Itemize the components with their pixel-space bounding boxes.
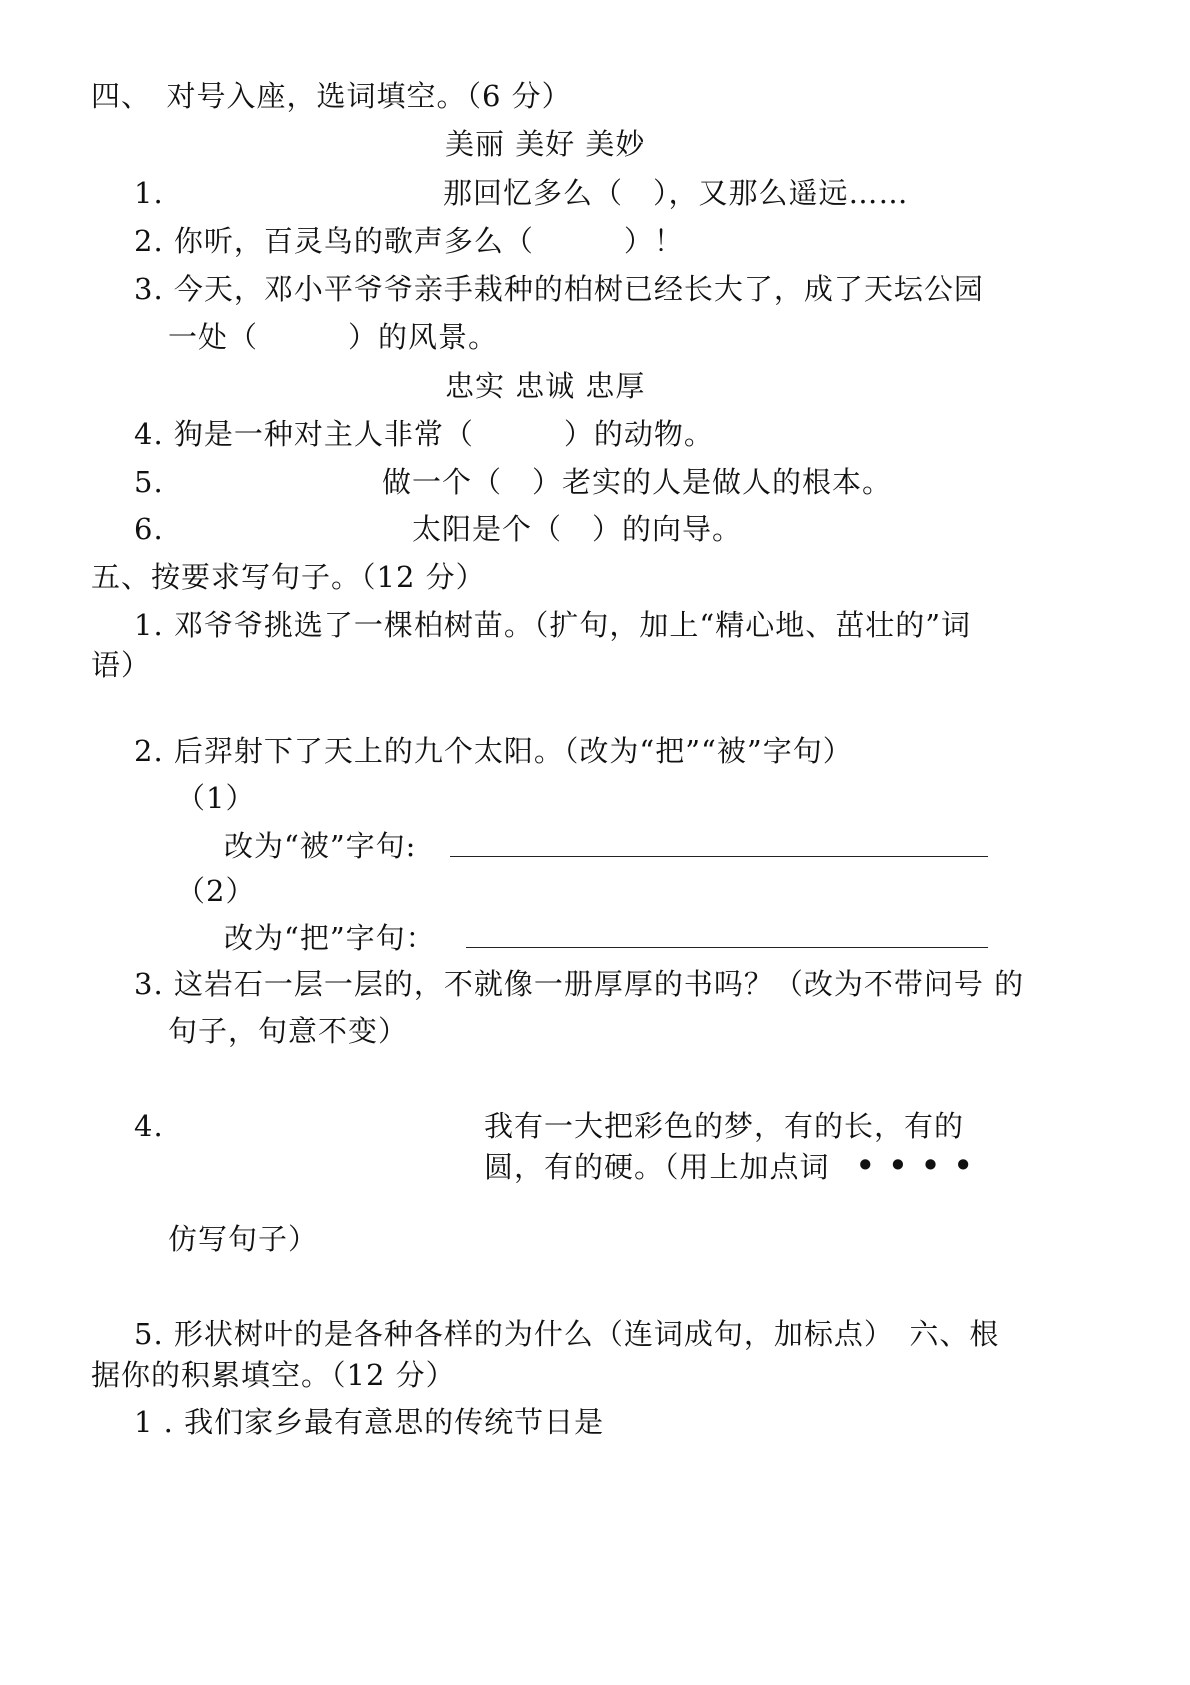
- q5-4-line3: 仿写句子）: [168, 1222, 319, 1256]
- q4-1-text: 那回忆多么（ ），又那么遥远……: [443, 176, 909, 210]
- answer-line-bei[interactable]: [450, 856, 988, 857]
- q5-3-line2: 句子，句意不变）: [168, 1014, 409, 1048]
- q5-2-sub1: （1）: [176, 781, 256, 815]
- q4-3-line2: 一处（ ）的风景。: [168, 320, 499, 354]
- q4-6-number: 6.: [134, 512, 164, 546]
- q5-2-sub1-label: 改为“被”字句:: [224, 829, 417, 863]
- section-5-heading: 五、按要求写句子。（12 分）: [91, 560, 486, 594]
- q5-3-line1: 3. 这岩石一层一层的，不就像一册厚厚的书吗？（改为不带问号 的: [134, 967, 1025, 1001]
- q4-6-text: 太阳是个（ ）的向导。: [412, 512, 743, 546]
- q5-5-line1: 5. 形状树叶的是各种各样的为什么（连词成句，加标点） 六、根: [134, 1317, 1000, 1351]
- q6-1-text: 1 . 我们家乡最有意思的传统节日是: [134, 1405, 605, 1439]
- q5-4-emphasis-dots: • • • •: [856, 1148, 975, 1182]
- q4-5-text: 做一个（ ）老实的人是做人的根本。: [382, 465, 893, 499]
- word-group-1: 美丽 美好 美妙: [445, 127, 646, 161]
- q5-5-line2: 据你的积累填空。（12 分）: [91, 1358, 456, 1392]
- section-4-heading: 四、 对号入座，选词填空。（6 分）: [91, 79, 572, 113]
- q4-4-text: 4. 狗是一种对主人非常（ ）的动物。: [134, 417, 714, 451]
- q4-1-number: 1.: [134, 176, 164, 210]
- word-group-2: 忠实 忠诚 忠厚: [445, 369, 646, 403]
- q5-1-line1: 1. 邓爷爷挑选了一棵柏树苗。（扩句，加上“精心地、茁壮的”词: [134, 608, 972, 642]
- q5-4-line1: 我有一大把彩色的梦，有的长，有的: [484, 1109, 965, 1143]
- q5-2-sub2-label: 改为“把”字句：: [224, 921, 436, 955]
- q5-2-sub2: （2）: [176, 874, 256, 908]
- q4-3-line1: 3. 今天，邓小平爷爷亲手栽种的柏树已经长大了，成了天坛公园: [134, 272, 984, 306]
- q5-2-text: 2. 后羿射下了天上的九个太阳。（改为“把”“被”字句）: [134, 734, 853, 768]
- q5-1-line2: 语）: [91, 648, 152, 682]
- q5-4-number: 4.: [134, 1109, 164, 1143]
- q5-4-line2: 圆，有的硬。（用上加点词: [484, 1150, 830, 1184]
- answer-line-ba[interactable]: [466, 947, 988, 948]
- q4-5-number: 5.: [134, 465, 164, 499]
- q4-2-text: 2. 你听，百灵鸟的歌声多么（ ）！: [134, 224, 684, 258]
